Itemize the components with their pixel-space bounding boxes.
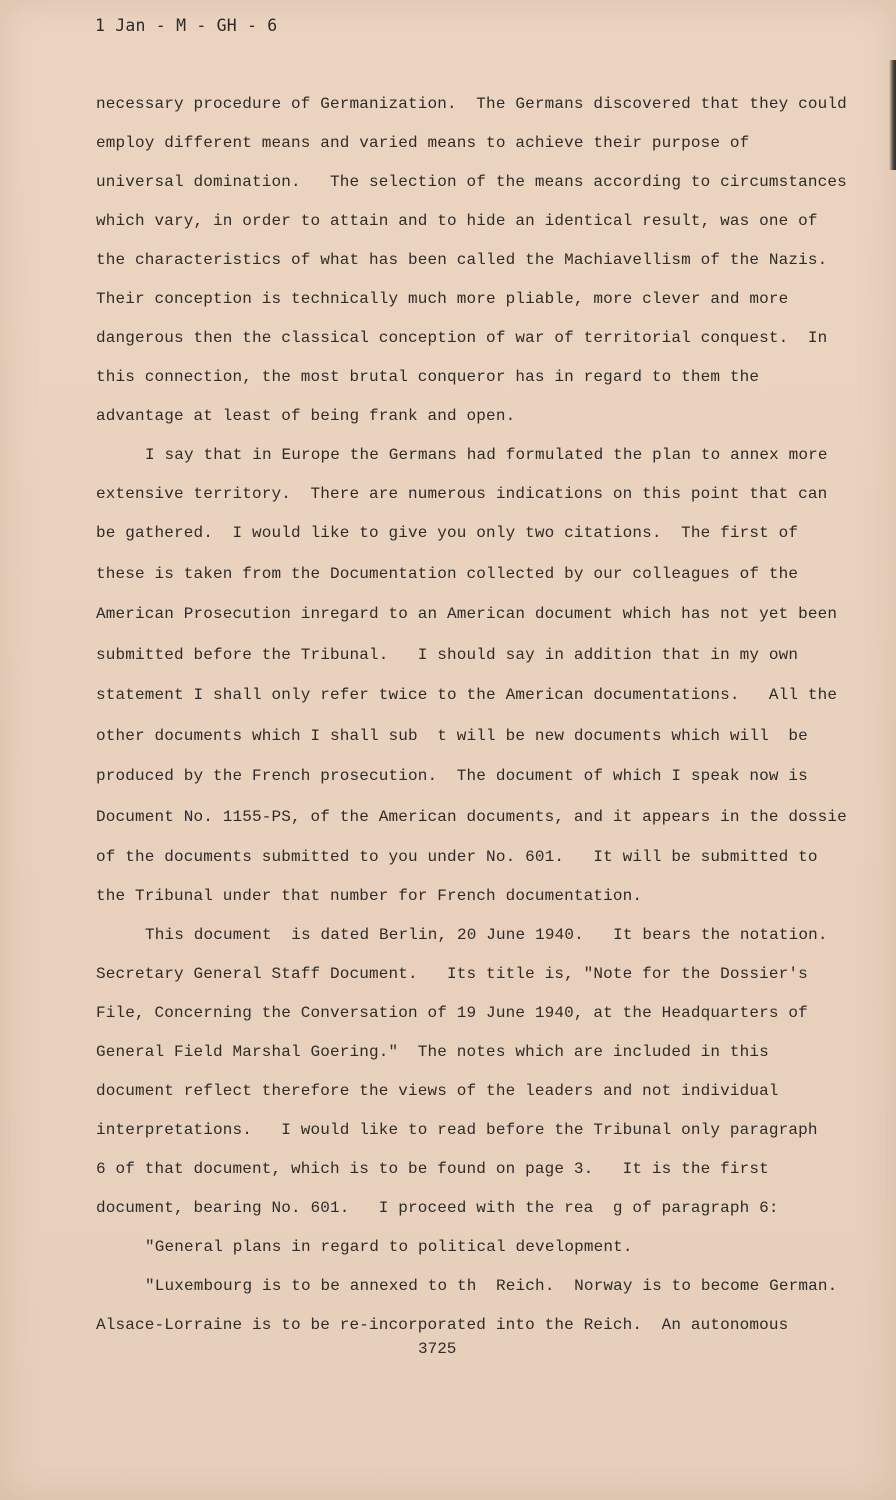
text-line: American Prosecution inregard to an American document which has not yet been bbox=[96, 605, 838, 623]
text-line: this connection, the most brutal conqueror has in regard to them the bbox=[96, 368, 760, 386]
text-line: Alsace-Lorraine is to be re-incorporated into the Reich. An autonomous bbox=[96, 1316, 789, 1334]
text-line: other documents which I shall sub t will be new documents which will be bbox=[96, 726, 808, 745]
text-line: document, bearing No. 601. I proceed with the rea g of paragraph 6: bbox=[96, 1199, 779, 1217]
text-line: submitted before the Tribunal. I should say in addition that in my own bbox=[96, 645, 799, 664]
text-line: universal domination. The selection of the means according to circumstances bbox=[96, 173, 847, 191]
text-line: 6 of that document, which is to be found on page 3. It is the first bbox=[96, 1160, 769, 1178]
text-line: the characteristics of what has been called the Machiavellism of the Nazis. bbox=[96, 251, 828, 269]
text-line: these is taken from the Documentation collected by our colleagues of the bbox=[96, 564, 799, 583]
text-line: be gathered. I would like to give you only two citations. The first of bbox=[96, 524, 799, 542]
text-line: document reflect therefore the views of the leaders and not individual bbox=[96, 1082, 779, 1100]
text-line: "General plans in regard to political development. bbox=[145, 1238, 633, 1256]
page-number: 3725 bbox=[418, 1340, 457, 1358]
text-line: employ different means and varied means to achieve their purpose of bbox=[96, 134, 750, 152]
text-line: Document No. 1155-PS, of the American documents, and it appears in the dossie bbox=[96, 807, 847, 826]
text-line: This document is dated Berlin, 20 June 1940. It bears the notation. bbox=[145, 926, 828, 944]
text-line: necessary procedure of Germanization. The Germans discovered that they could bbox=[96, 95, 847, 113]
document-body bbox=[96, 91, 856, 1351]
text-line: Their conception is technically much more pliable, more clever and more bbox=[96, 290, 789, 308]
text-line: I say that in Europe the Germans had formulated the plan to annex more bbox=[145, 446, 828, 464]
text-line: of the documents submitted to you under No. 601. It will be submitted to bbox=[96, 848, 818, 866]
text-line: dangerous then the classical conception of war of territorial conquest. In bbox=[96, 329, 828, 347]
text-line: statement I shall only refer twice to the American documentations. All the bbox=[96, 686, 838, 704]
text-line: General Field Marshal Goering." The notes which are included in this bbox=[96, 1043, 769, 1061]
text-line: the Tribunal under that number for French documentation. bbox=[96, 887, 643, 905]
document-reference-header: 1 Jan - M - GH - 6 bbox=[95, 16, 278, 35]
page-edge-shadow bbox=[889, 60, 896, 170]
text-line: extensive territory. There are numerous indications on this point that can bbox=[96, 485, 828, 503]
text-line: File, Concerning the Conversation of 19 June 1940, at the Headquarters of bbox=[96, 1004, 808, 1022]
text-line: "Luxembourg is to be annexed to th Reich. Norway is to become German. bbox=[145, 1277, 838, 1295]
text-line: Secretary General Staff Document. Its title is, "Note for the Dossier's bbox=[96, 965, 808, 983]
text-line: produced by the French prosecution. The document of which I speak now is bbox=[96, 767, 808, 785]
text-line: interpretations. I would like to read before the Tribunal only paragraph bbox=[96, 1121, 818, 1139]
text-line: advantage at least of being frank and open. bbox=[96, 407, 516, 425]
text-line: which vary, in order to attain and to hide an identical result, was one of bbox=[96, 212, 818, 230]
